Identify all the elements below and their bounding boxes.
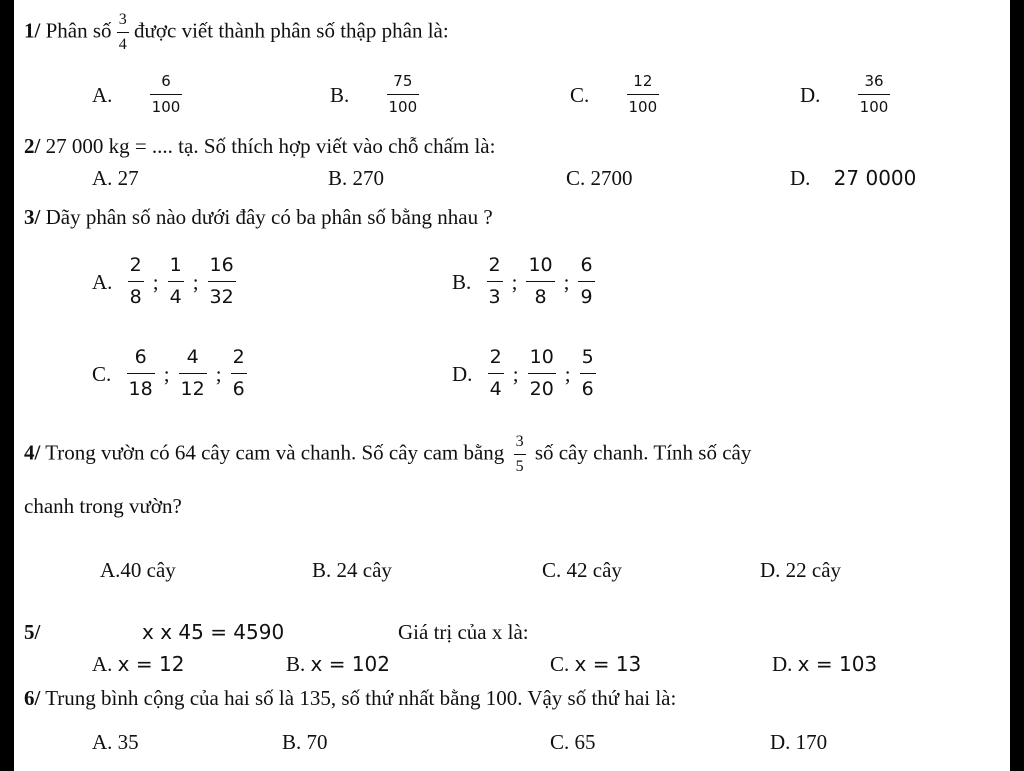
- denominator: 3: [488, 286, 501, 308]
- denominator: 100: [388, 98, 418, 116]
- option-b: [452, 256, 595, 307]
- option-label: B.: [286, 652, 306, 676]
- option-label: C.: [570, 82, 590, 107]
- question-text: Phân số: [45, 18, 112, 43]
- separator: ;: [512, 361, 519, 386]
- fraction: [580, 348, 596, 399]
- option-label: B.: [330, 82, 350, 107]
- fraction: [578, 256, 594, 307]
- option-b: [330, 74, 419, 115]
- fraction: [514, 434, 526, 475]
- question-2: [24, 134, 495, 158]
- option-c: [550, 652, 641, 676]
- separator: ;: [215, 361, 222, 386]
- equation: x x 45 = 4590: [142, 620, 285, 644]
- option-c: [92, 348, 247, 399]
- option-a: [92, 652, 184, 676]
- option-a: [92, 74, 182, 115]
- denominator: 4: [118, 36, 127, 53]
- denominator: 100: [151, 98, 181, 116]
- option-label: D.: [772, 652, 793, 676]
- numerator: 75: [393, 72, 413, 90]
- numerator: 12: [633, 72, 653, 90]
- option-value: 27 0000: [833, 166, 917, 190]
- numerator: 10: [529, 346, 554, 368]
- question-number: 4/: [24, 440, 41, 465]
- option-label: D.: [800, 82, 821, 107]
- denominator: 5: [515, 458, 524, 475]
- option-label: C.: [92, 361, 112, 386]
- question-text: được viết thành phân số thập phân là:: [134, 18, 449, 43]
- question-text: Giá trị của x là:: [398, 620, 529, 644]
- option-value: x = 102: [310, 652, 390, 676]
- question-4: [24, 434, 751, 475]
- option-c: C. 42 cây: [542, 558, 622, 582]
- option-value: x = 13: [574, 652, 642, 676]
- option-d: [772, 652, 877, 676]
- fraction: [127, 348, 155, 399]
- option-d: [790, 166, 916, 190]
- question-text: Trung bình cộng của hai số là 135, số thứ nhất bằng 100. Vậy số thứ hai là:: [45, 686, 677, 710]
- fraction: [179, 348, 207, 399]
- separator: ;: [192, 269, 199, 294]
- fraction: [128, 256, 144, 307]
- option-label: C.: [550, 652, 570, 676]
- question-number: 3/: [24, 205, 41, 229]
- denominator: 20: [529, 378, 554, 400]
- numerator: 2: [129, 254, 142, 276]
- option-label: A.: [92, 82, 113, 107]
- option-d: [452, 348, 596, 399]
- denominator: 100: [859, 98, 889, 116]
- option-b: B. 24 cây: [312, 558, 392, 582]
- numerator: 2: [488, 254, 501, 276]
- question-text: số cây chanh. Tính số cây: [534, 440, 752, 465]
- numerator: 3: [118, 11, 127, 28]
- numerator: 10: [528, 254, 553, 276]
- fraction: [528, 348, 556, 399]
- denominator: 18: [128, 378, 153, 400]
- option-label: D.: [452, 361, 473, 386]
- denominator: 8: [534, 286, 547, 308]
- option-fraction: [150, 74, 183, 115]
- option-label: D.: [790, 166, 811, 190]
- numerator: 2: [232, 346, 245, 368]
- question-number: 1/: [24, 18, 41, 43]
- denominator: 6: [581, 378, 594, 400]
- denominator: 9: [580, 286, 593, 308]
- numerator: 36: [864, 72, 884, 90]
- question-text: Dãy phân số nào dưới đây có ba phân số bằng nhau ?: [45, 205, 493, 229]
- separator: ;: [564, 361, 571, 386]
- fraction: [488, 348, 504, 399]
- worksheet-page: [14, 0, 1010, 771]
- question-4-continued: chanh trong vườn?: [24, 494, 182, 518]
- question-6: [24, 686, 676, 710]
- denominator: 8: [129, 286, 142, 308]
- option-label: A.: [92, 269, 113, 294]
- option-label: A.: [92, 652, 113, 676]
- question-number: 2/: [24, 134, 41, 158]
- question-3: [24, 205, 493, 229]
- option-a: A.40 cây: [100, 558, 176, 582]
- numerator: 2: [489, 346, 502, 368]
- option-c: [570, 74, 659, 115]
- numerator: 6: [580, 254, 593, 276]
- denominator: 32: [209, 286, 234, 308]
- question-text: 27 000 kg = .... tạ. Số thích hợp viết vào chỗ chấm là:: [45, 134, 496, 158]
- option-d: [800, 74, 890, 115]
- option-label: B.: [452, 269, 472, 294]
- denominator: 6: [232, 378, 245, 400]
- denominator: 12: [180, 378, 205, 400]
- denominator: 4: [169, 286, 182, 308]
- denominator: 4: [489, 378, 502, 400]
- option-fraction: [858, 74, 891, 115]
- option-c: C. 65: [550, 730, 596, 754]
- option-fraction: [387, 74, 420, 115]
- fraction: [208, 256, 236, 307]
- fraction: [487, 256, 503, 307]
- denominator: 100: [628, 98, 658, 116]
- separator: ;: [163, 361, 170, 386]
- question-number: 6/: [24, 686, 41, 710]
- separator: ;: [563, 269, 570, 294]
- option-a: [92, 256, 236, 307]
- numerator: 5: [581, 346, 594, 368]
- fraction: [231, 348, 247, 399]
- option-a: A. 35: [92, 730, 139, 754]
- option-b: [286, 652, 390, 676]
- numerator: 16: [209, 254, 234, 276]
- fraction: [117, 12, 129, 53]
- numerator: 3: [515, 433, 524, 450]
- numerator: 6: [134, 346, 147, 368]
- numerator: 6: [161, 72, 171, 90]
- option-b: B. 270: [328, 166, 385, 190]
- option-b: B. 70: [282, 730, 328, 754]
- numerator: 1: [169, 254, 182, 276]
- separator: ;: [152, 269, 159, 294]
- option-d: D. 170: [770, 730, 828, 754]
- question-number: 5/: [24, 620, 41, 644]
- question-1: [24, 12, 449, 53]
- fraction: [526, 256, 554, 307]
- option-value: x = 103: [797, 652, 878, 676]
- option-value: x = 12: [117, 652, 185, 676]
- option-a: A. 27: [92, 166, 139, 190]
- separator: ;: [511, 269, 518, 294]
- question-text: Trong vườn có 64 cây cam và chanh. Số cây cam bằng: [45, 440, 505, 465]
- option-c: C. 2700: [566, 166, 633, 190]
- fraction: [168, 256, 184, 307]
- option-d: D. 22 cây: [760, 558, 842, 582]
- option-fraction: [627, 74, 660, 115]
- numerator: 4: [186, 346, 199, 368]
